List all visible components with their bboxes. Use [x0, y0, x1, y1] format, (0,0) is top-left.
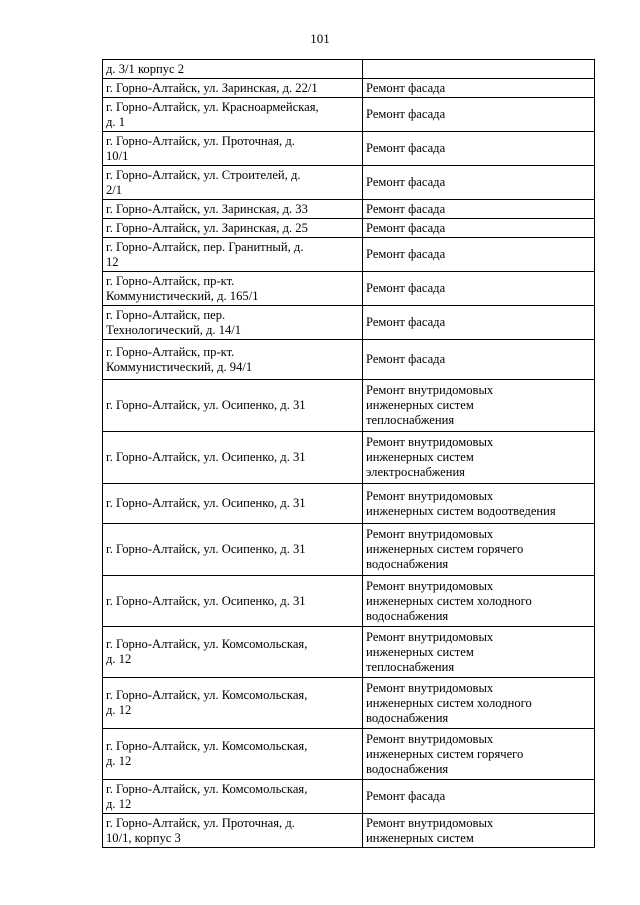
table-row	[103, 340, 595, 380]
work-cell: Ремонт фасада	[363, 98, 595, 132]
address-cell: г. Горно-Алтайск, ул. Проточная, д. 10/1, корпус 3	[103, 814, 363, 848]
work-cell: Ремонт фасада	[363, 780, 595, 814]
table-row	[103, 627, 595, 678]
address-cell: г. Горно-Алтайск, ул. Осипенко, д. 31	[103, 484, 363, 524]
address-cell: г. Горно-Алтайск, ул. Проточная, д. 10/1	[103, 132, 363, 166]
table-row	[103, 678, 595, 729]
table-row	[103, 432, 595, 484]
table-row	[103, 60, 595, 79]
address-cell: г. Горно-Алтайск, ул. Осипенко, д. 31	[103, 576, 363, 627]
table-row	[103, 380, 595, 432]
table-row	[103, 132, 595, 166]
work-cell: Ремонт внутридомовых инженерных систем горячего водоснабжения	[363, 729, 595, 780]
work-cell: Ремонт внутридомовых инженерных систем холодного водоснабжения	[363, 678, 595, 729]
address-cell: г. Горно-Алтайск, пер. Гранитный, д. 12	[103, 238, 363, 272]
table-row	[103, 814, 595, 848]
address-cell: г. Горно-Алтайск, ул. Заринская, д. 25	[103, 219, 363, 238]
work-cell: Ремонт фасада	[363, 79, 595, 98]
table-row	[103, 729, 595, 780]
address-cell: г. Горно-Алтайск, ул. Заринская, д. 33	[103, 200, 363, 219]
table-row	[103, 166, 595, 200]
work-cell: Ремонт внутридомовых инженерных систем	[363, 814, 595, 848]
work-cell: Ремонт внутридомовых инженерных систем водоотведения	[363, 484, 595, 524]
table-row	[103, 484, 595, 524]
table-row	[103, 98, 595, 132]
table-row	[103, 524, 595, 576]
work-cell: Ремонт внутридомовых инженерных систем теплоснабжения	[363, 627, 595, 678]
table-row	[103, 576, 595, 627]
table-row	[103, 272, 595, 306]
work-cell: Ремонт фасада	[363, 272, 595, 306]
work-cell: Ремонт фасада	[363, 340, 595, 380]
table-row	[103, 79, 595, 98]
works-table	[102, 59, 595, 848]
address-cell: г. Горно-Алтайск, ул. Заринская, д. 22/1	[103, 79, 363, 98]
work-cell	[363, 60, 595, 79]
page-number: 101	[310, 31, 330, 46]
table-row	[103, 306, 595, 340]
address-cell: г. Горно-Алтайск, ул. Комсомольская, д. 12	[103, 729, 363, 780]
address-cell: г. Горно-Алтайск, ул. Осипенко, д. 31	[103, 380, 363, 432]
address-cell: г. Горно-Алтайск, пр-кт. Коммунистический, д. 165/1	[103, 272, 363, 306]
work-cell: Ремонт внутридомовых инженерных систем холодного водоснабжения	[363, 576, 595, 627]
address-cell: г. Горно-Алтайск, ул. Строителей, д. 2/1	[103, 166, 363, 200]
address-cell: г. Горно-Алтайск, ул. Красноармейская, д. 1	[103, 98, 363, 132]
work-cell: Ремонт фасада	[363, 166, 595, 200]
work-cell: Ремонт внутридомовых инженерных систем горячего водоснабжения	[363, 524, 595, 576]
address-cell: г. Горно-Алтайск, ул. Комсомольская, д. 12	[103, 780, 363, 814]
work-cell: Ремонт фасада	[363, 132, 595, 166]
work-cell: Ремонт фасада	[363, 200, 595, 219]
work-cell: Ремонт фасада	[363, 238, 595, 272]
address-cell: г. Горно-Алтайск, пр-кт. Коммунистический, д. 94/1	[103, 340, 363, 380]
work-cell: Ремонт фасада	[363, 219, 595, 238]
address-cell: г. Горно-Алтайск, ул. Комсомольская, д. 12	[103, 678, 363, 729]
work-cell: Ремонт внутридомовых инженерных систем теплоснабжения	[363, 380, 595, 432]
address-cell: г. Горно-Алтайск, ул. Осипенко, д. 31	[103, 432, 363, 484]
address-cell: г. Горно-Алтайск, ул. Осипенко, д. 31	[103, 524, 363, 576]
table-row	[103, 219, 595, 238]
work-cell: Ремонт фасада	[363, 306, 595, 340]
work-cell: Ремонт внутридомовых инженерных систем электроснабжения	[363, 432, 595, 484]
address-cell: г. Горно-Алтайск, пер. Технологический, д. 14/1	[103, 306, 363, 340]
table-row	[103, 200, 595, 219]
table-row	[103, 780, 595, 814]
address-cell: д. 3/1 корпус 2	[103, 60, 363, 79]
table-row	[103, 238, 595, 272]
address-cell: г. Горно-Алтайск, ул. Комсомольская, д. 12	[103, 627, 363, 678]
